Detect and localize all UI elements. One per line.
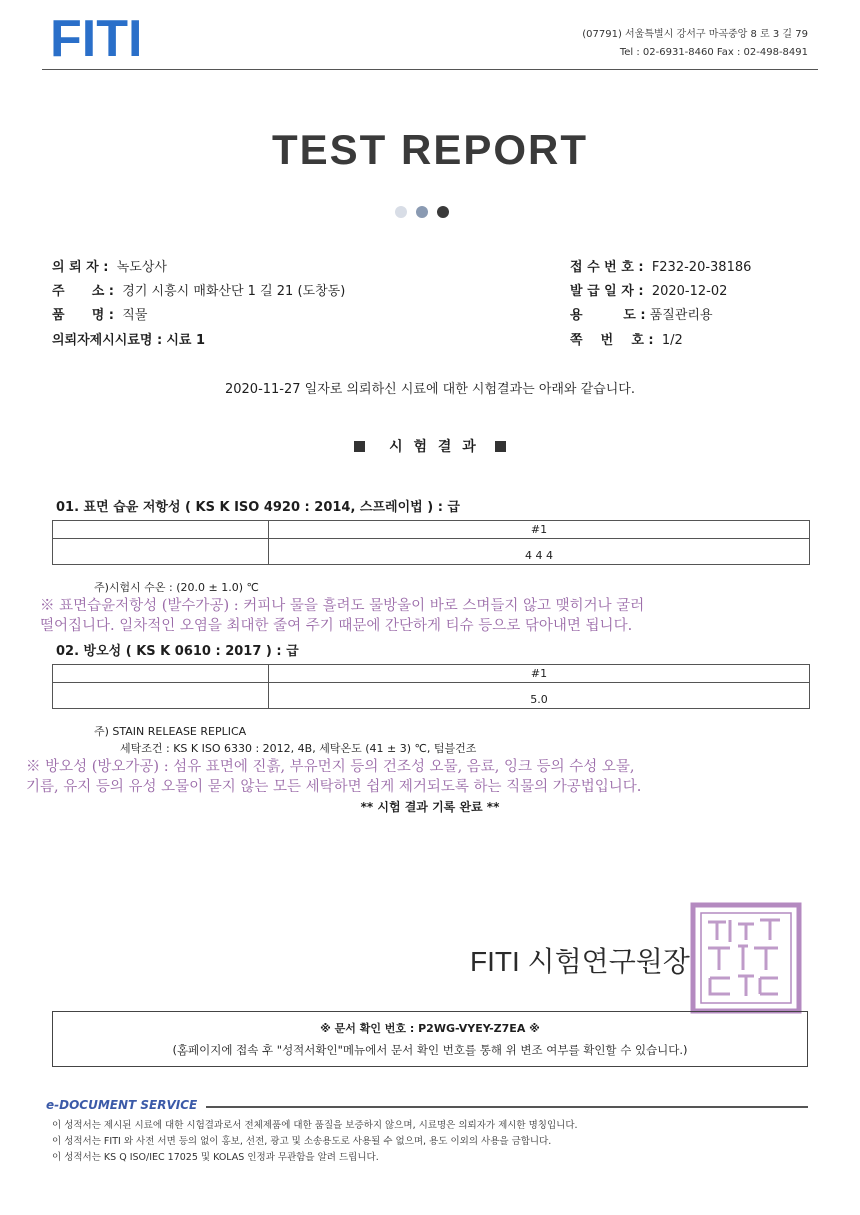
address-line: (07791) 서울특별시 강서구 마곡중앙 8 로 3 길 79 bbox=[582, 29, 808, 40]
test1-description: 떨어집니다. 일차적인 오염을 최대한 줄여 주기 때문에 간단하게 티슈 등으로 닦아내면 됩니다. bbox=[40, 618, 633, 634]
header-divider bbox=[42, 69, 818, 70]
company-address bbox=[582, 26, 808, 62]
official-seal bbox=[690, 902, 802, 1014]
completion-note: ** 시험 결과 기록 완료 ** bbox=[360, 800, 500, 814]
field-label: 품 명 : bbox=[52, 308, 114, 323]
address-field bbox=[52, 280, 345, 299]
spacer-cell bbox=[53, 683, 269, 692]
dot-icon bbox=[437, 206, 449, 218]
row-label-cell bbox=[53, 691, 269, 709]
test2-heading: 02. 방오성 ( KS K 0610 : 2017 ) : 급 bbox=[56, 644, 299, 659]
test1-note: 주)시험시 수온 : (20.0 ± 1.0) ℃ bbox=[94, 581, 259, 594]
field-value: 1/2 bbox=[661, 333, 683, 348]
field-value: 경기 시흥시 매화산단 1 길 21 (도창동) bbox=[122, 284, 346, 299]
issue-date-field bbox=[570, 280, 727, 299]
field-label: 의뢰자제시시료명 : bbox=[52, 333, 163, 348]
result-cell: 5.0 bbox=[269, 691, 810, 709]
col-header-cell: #1 bbox=[269, 521, 810, 539]
report-title: TEST REPORT bbox=[271, 126, 589, 173]
field-value: 직물 bbox=[122, 308, 148, 323]
field-label: 용 도 : bbox=[570, 308, 646, 323]
field-label: 의 뢰 자 : bbox=[52, 260, 109, 275]
result-cell: 4 4 4 bbox=[269, 547, 810, 565]
footer-disclaimer: 이 성적서는 FITI 와 사전 서면 등의 없이 홍보, 선전, 광고 및 소송용도로 사용될 수 없으며, 용도 이외의 사용을 금합니다. bbox=[52, 1136, 552, 1147]
document-verification-box bbox=[52, 1011, 808, 1067]
verification-instructions: (홈페이지에 접속 후 "성적서확인"메뉴에서 문서 확인 번호를 통해 위 변조 여부를 확인할 수 있습니다.) bbox=[172, 1043, 688, 1057]
test1-table bbox=[52, 520, 810, 565]
col-header-cell: #1 bbox=[269, 665, 810, 683]
field-value: F232-20-38186 bbox=[651, 260, 752, 275]
decorative-dots bbox=[395, 203, 458, 222]
spacer-cell bbox=[269, 539, 810, 548]
test1-description: ※ 표면습윤저항성 (발수가공) : 커피나 물을 흘려도 물방울이 바로 스며들지 않고 맺히거나 굴러 bbox=[40, 598, 645, 614]
section-title: 시 험 결 과 bbox=[389, 439, 479, 455]
test2-description: 기름, 유지 등의 유성 오물이 묻지 않는 모든 세탁하면 쉽게 제거되도록 하는 직물의 가공법입니다. bbox=[26, 779, 642, 795]
edoc-service-label: e-DOCUMENT SERVICE bbox=[46, 1098, 198, 1112]
page-number-field bbox=[570, 329, 683, 348]
product-field bbox=[52, 304, 147, 323]
test1-heading: 01. 표면 습윤 저항성 ( KS K ISO 4920 : 2014, 스프레이법 ) : 급 bbox=[56, 500, 460, 515]
field-label: 접 수 번 호 : bbox=[570, 260, 644, 275]
footer-divider bbox=[206, 1106, 808, 1108]
field-value: 시료 1 bbox=[166, 333, 206, 348]
contact-line: Tel : 02-6931-8460 Fax : 02-498-8491 bbox=[619, 47, 808, 58]
footer-disclaimer: 이 성적서는 KS Q ISO/IEC 17025 및 KOLAS 인정과 무관함을 알려 드립니다. bbox=[52, 1152, 379, 1163]
row-label-cell bbox=[53, 665, 269, 683]
intro-sentence: 2020-11-27 일자로 의뢰하신 시료에 대한 시험결과는 아래와 같습니다. bbox=[224, 382, 635, 397]
test2-wash-condition: 세탁조건 : KS K ISO 6330 : 2012, 4B, 세탁온도 (41 ± 3) ℃, 텀블건조 bbox=[120, 742, 477, 755]
field-value: 2020-12-02 bbox=[651, 284, 728, 299]
field-label: 쪽 번 호 : bbox=[570, 333, 654, 348]
fiti-logo bbox=[50, 8, 200, 68]
client-field bbox=[52, 256, 167, 275]
field-value: 품질관리용 bbox=[649, 308, 713, 323]
test2-table bbox=[52, 664, 810, 709]
organization-name: FITI 시험연구원장 bbox=[470, 946, 690, 977]
purpose-field bbox=[570, 304, 713, 323]
test2-description: ※ 방오성 (방오가공) : 섬유 표면에 진흙, 부유먼지 등의 건조성 오물, 음료, 잉크 등의 수성 오물, bbox=[26, 759, 635, 775]
dot-icon bbox=[416, 206, 428, 218]
field-label: 주 소 : bbox=[52, 284, 114, 299]
receipt-number-field bbox=[570, 256, 751, 275]
spacer-cell bbox=[269, 683, 810, 692]
section-heading bbox=[0, 436, 860, 456]
spacer-cell bbox=[53, 539, 269, 548]
footer-disclaimer: 이 성적서는 제시된 시료에 대한 시험결과로서 전체제품에 대한 품질을 보증하지 않으며, 시료명은 의뢰자가 제시한 명칭입니다. bbox=[52, 1120, 578, 1131]
row-label-cell bbox=[53, 547, 269, 565]
logo-text: FITI bbox=[50, 10, 143, 68]
field-label: 발 급 일 자 : bbox=[570, 284, 644, 299]
field-value: 녹도상사 bbox=[116, 260, 167, 275]
row-label-cell bbox=[53, 521, 269, 539]
sample-name-field bbox=[52, 329, 205, 348]
test2-note: 주) STAIN RELEASE REPLICA bbox=[94, 725, 247, 738]
square-icon bbox=[354, 441, 365, 452]
dot-icon bbox=[395, 206, 407, 218]
verification-number: ※ 문서 확인 번호 : P2WG-VYEY-Z7EA ※ bbox=[320, 1022, 540, 1035]
square-icon bbox=[495, 441, 506, 452]
